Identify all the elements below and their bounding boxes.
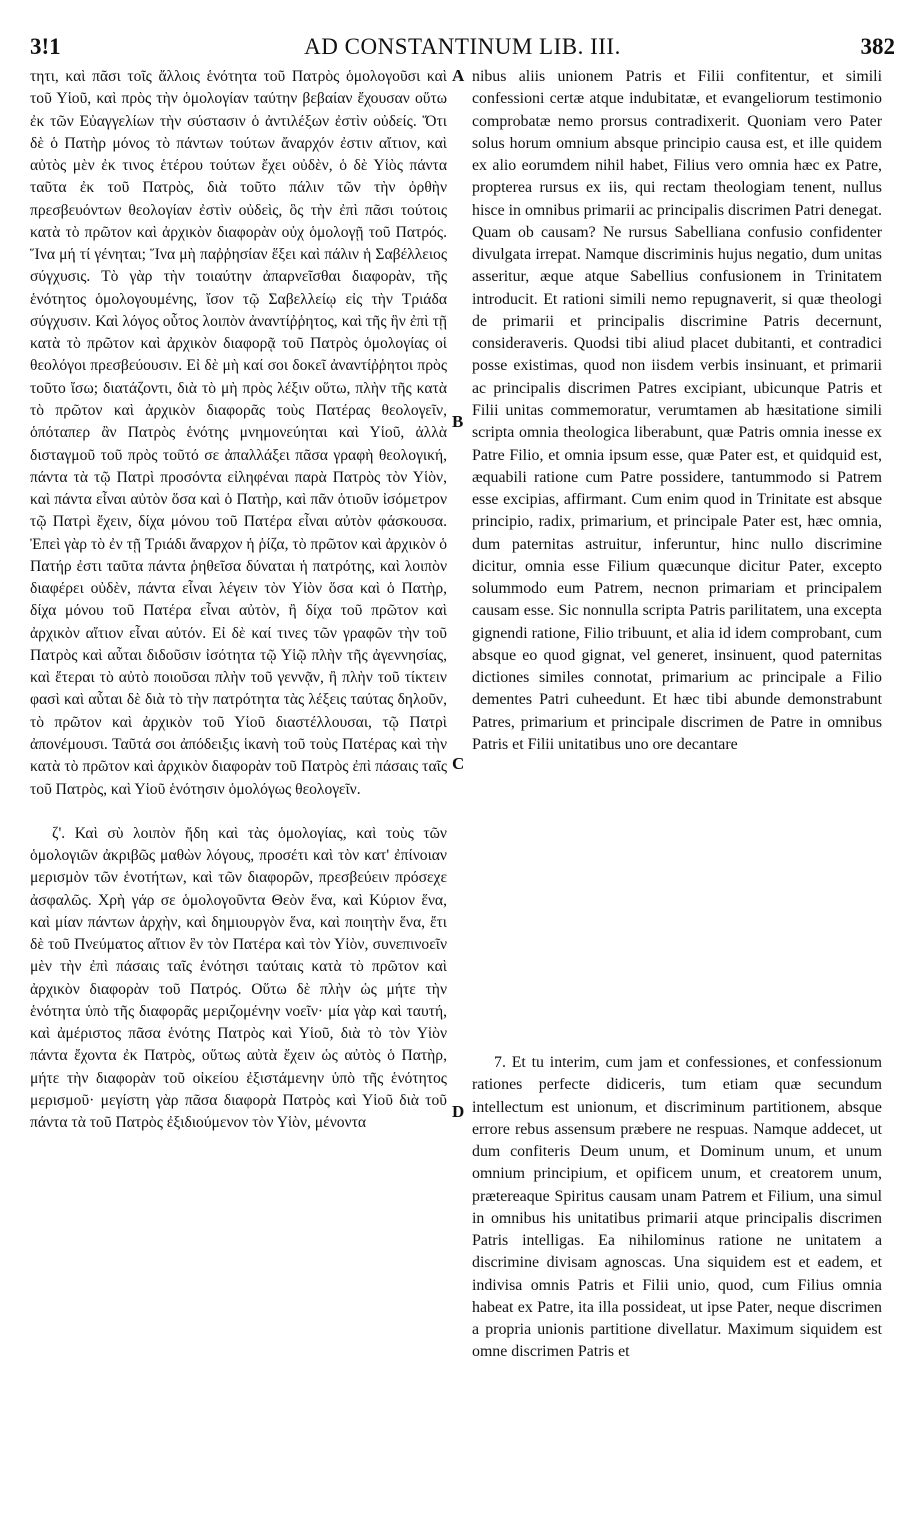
latin-paragraph-2: 7. Et tu interim, cum jam et confessiones, et confessionum rationes perfecte didiceris, tum etiam quæ secundum intellectum est unionum, et discriminum partitionem, absque errore rebus assensum præbere ne respuas. Namque addecet, ut dum confiteris Deum unum, et Dominum unum, et unum omnium principium, et opificem unum, et creatorem unum, prætereaque Spiritus causam unam Patrem et Filium, una simul in omnibus his unitatibus primarii atque principalis discrimen Patris intelligas. Ea nihilominus ratione ne unitatem a discrimine divisam agnoscas. Una siquidem est et eadem, et indivisa omnis Patris et Filii unio, quod, cum Filius omnia habeat ex Patre, ita illa possideat, ut ipse Pater, neque discrimen a propria unionis partitione divellatur. Maximum siquidem est omne discrimen Patris et [472,1054,882,1361]
page-header [30,30,895,64]
greek-column [30,66,447,1134]
margin-letter-c: C [452,754,465,773]
latin-paragraph-1: nibus aliis unionem Patris et Filii confitentur, et simili confessioni certæ atque indubitatæ, et evangeliorum testimonio comprobatæ nemo prorsus contradixerit. Quoniam vero Pater solus horum omnium absque principio causa est, et ille quidem ex alio eorumdem nihil habet, Filius vero omnia hæc ex Patre, propterea rursus ex iis, qui rectam theologiam tenent, nullus hisce in omnibus primarii ac principalis discrimen Patri denegat. Quam ob causam? Ne rursus Sabelliana confusio confidenter divulgata irrepat. Namque discriminis hujus negatio, dum unitas asseritur, æque atque Sabellius confusionem in Trinitatem introducit. Et rationi simili nemo repugnaverit, si quæ theologi de primarii et principalis discrimine Patris decernunt, consideraveris. Quodsi tibi aliud placet dubitanti, et contradici posse existimas, quod non iisdem verbis insinuant, et primarii ac principalis discrimen Patres excipiant, ubicunque Patris et Filii unitas commemoratur, verumtamen ab hæsitatione simili scripta omnia theologica liberabunt, quæ Patris omnia inesse ex Patre Filio, et omnia ipsum esse, quæ Pater est, et quidquid est, æquabili ratione cum Patre possidere, tantummodo si Patrem esse excipias, affirmant. Cum enim quod in Trinitate est absque principio, radix, primarium, et principale Pater est, hæc omnia, dum paternitas astruitur, inferuntur, hinc nullo discrimine dicitur, omnia esse Filium quæcunque dicitur Pater, excepto solummodo eum Patrem, necnon primariam et principalem causam esse. Sic nonnulla scripta Patris parilitatem, una excepta gignendi ratione, Filio tribuunt, et alia id idem comprobant, cum absque eo quod gignat, vel generet, insinuent, quod paternitas dictiones similes connotat, primarium ac principale a Filio dementes Patri cuheedunt. Et hæc tibi abunde demonstrabunt Patres, primarium et principale discrimen de Patre in omnibus Patris et Filii unitatibus uno ore decantare [472,68,882,753]
margin-letter-a: A [452,66,465,85]
greek-paragraph-1: τητι, καὶ πᾶσι τοῖς ἄλλοις ἑνότητα τοῦ Πατρὸς ὁμολογοῦσι καὶ τοῦ Υἱοῦ, καὶ πρὸς τὴν ὁμολογίαν ταύτην βεβαίαν ἔχουσαν οὕτω ἐκ τῶν Εὐαγγελίων τὴν σύστασιν ὁ ἀντιλέξων ἐστὶν οὐδείς. Ὅτι δὲ ὁ Πατὴρ μόνος τὸ πάντων τούτων ἄναρχόν ἐστιν αἴτιον, καὶ αὐτὸς μὲν ἐκ τινος ἑτέρου τούτων ἔχει οὐδὲν, ὁ δὲ Υἱὸς πάντα ταῦτα ἐκ τοῦ Πατρὸς, διὰ τοῦτο πάλιν τῶν τὴν ὀρθὴν πρεσβευόντων θεολογίαν ἐστὶν οὐδεὶς, ὃς τὴν ἐπὶ πᾶσι τούτοις κατὰ τὸ πρῶτον καὶ ἀρχικὸν διαφορὰν οὐχ ὁμολογῇ τοῦ Πατρός. Ἵνα μή τί γένηται; Ἵνα μὴ παῤῥησίαν ἕξει καὶ πάλιν ἡ Σαβέλλειος σύγχυσις. Τὸ γὰρ τὴν τοιαύτην ἀπαρνεῖσθαι διαφορὰν, τῆς ἑνότητος ὁμολογουμένης, ἴσον τῷ Σαβελλείῳ εἰς τὴν Τριάδα σύγχυσιν. Καὶ λόγος οὗτος λοιπὸν ἀναντίῤῥητος, καὶ τῆς ἣν ἐπὶ τῇ κατὰ τὸ πρῶτον καὶ ἀρχικὸν διαφορᾷ τοῦ Πατρὸς ὁμολογίας οἱ θεολόγοι πρεσβεύουσιν. Εἰ δὲ μὴ καί σοι δοκεῖ ἀναντίῤῥητοι πρὸς τοῦτο ἴσω; διατάζοντι, διὰ τὸ μὴ πρὸς λέξιν οὕτω, πλὴν τῆς κατὰ τὸ πρῶτον καὶ ἀρχικὸν διαφορᾶς τοὺς Πατέρας θεολογεῖν, ὁπόταπερ ἂν Πατρὸς ἑνότης μνημονεύηται καὶ Υἱοῦ, ἀλλὰ δισταγμοῦ τοῦ πρὸς τοῦτό σε ἀπαλλάξει πᾶσα γραφὴ θεολογική, πάντα τὰ τῷ Πατρὶ προσόντα εἰληφέναι παρὰ Πατρὸς τὸν Υἱὸν, καὶ πάντα εἶναι αὐτὸν ὅσα καὶ ὁ Πατὴρ, καὶ πᾶν ὁτιοῦν ἰσόμετρον τῷ Πατρὶ ἔχειν, δίχα μόνου τοῦ Πατέρα εἶναι αὐτὸν φάσκουσα. Ἐπεὶ γὰρ τὸ ἐν τῇ Τριάδι ἄναρχον ἡ ῥίζα, τὸ πρῶτον καὶ ἀρχικὸν ὁ Πατήρ ἐστι ταῦτα πάντα ῥηθεῖσα δύναται ἡ πατρότης, καὶ λοιπὸν διαφέρει οὐδὲν, πάντα εἶναι λέγειν τὸν Υἱὸν ὅσα καὶ ὁ Πατὴρ, δίχα μόνου τοῦ Πατέρα εἶναι αὐτὸν, ἢ δίχα τοῦ πρῶτον καὶ ἀρχικὸν αἴτιον εἶναι αὐτόν. Εἰ δὲ καί τινες τῶν γραφῶν τὴν τοῦ Πατρὸς καὶ αὗται διδοῦσιν ἰσότητα τῷ Υἱῷ πλὴν τῆς ἀγεννησίας, καὶ ἕτεραι τὸ αὐτὸ ποιοῦσαι πλὴν τοῦ γεννᾷν, ἢ πλὴν τοῦ τίκτειν φασὶ καὶ αὗται δὲ διὰ τὸ τὴν πατρότητα τὰς λέξεις ταύτας δηλοῦν, τὸ πρῶτον καὶ ἀρχικὸν τοῦ Υἱοῦ διαστέλλουσαι, τῷ Πατρὶ ἀπονέμουσι. Ταῦτά σοι ἀπόδειξις ἱκανὴ τοῦ τοὺς Πατέρας καὶ τὴν κατὰ τὸ πρῶτον καὶ ἀρχικὸν διαφορὰν τοῦ Πατρὸς ἐπὶ πάσαις ταῖς τοῦ Πατρὸς, καὶ Υἱοῦ ἑνότησιν ὁμολόγως θεολογεῖν. [30,68,447,798]
page-number-right: 382 [860,34,895,59]
page-number-left: 3!1 [30,34,61,59]
latin-column [472,66,882,756]
greek-paragraph-2: ζ'. Καὶ σὺ λοιπὸν ἤδη καὶ τὰς ὁμολογίας, καὶ τοὺς τῶν ὁμολογιῶν ἀκριβῶς μαθὼν λόγους, προσέτι καὶ τὸν κατ' ἐπίνοιαν μερισμὸν τῶν ἑνοτήτων, καὶ τῶν διαφορῶν, πρεσβεύειν πρόσεχε ἀσφαλῶς. Χρὴ γάρ σε ὁμολογοῦντα Θεὸν ἕνα, καὶ Κύριον ἕνα, καὶ μίαν πάντων ἀρχὴν, καὶ δημιουργὸν ἕνα, καὶ ποιητὴν ἕνα, ἔτι δὲ τοῦ Πνεύματος αἴτιον ἓν τὸν Πατέρα καὶ τὸν Υἱὸν, συνεπινοεῖν μὲν τὴν ἐπὶ πάσαις ταῖς ἑνότησι ταύταις κατὰ τὸ πρῶτον καὶ ἀρχικὸν διαφορὰν τοῦ Πατρός. Οὕτω δὲ πλὴν ὡς μήτε τὴν ἑνότητα ὑπὸ τῆς διαφορᾶς μεριζομένην νοεῖν· μία γὰρ καὶ ταυτή, καὶ ἀμέριστος πᾶσα ἑνότης Πατρὸς καὶ Υἱοῦ, διὰ τὸ τὸν Υἱὸν πάντα ἔχοντα ἐκ Πατρὸς, οὕτως αὐτὰ ἔχειν ὡς αὐτὸς ὁ Πατὴρ, μήτε τὴν διαφορὰν τοῦ οἰκείου ἐξιστάμενην ὑπὸ τῆς ἑνότητος μερισμοῦ· μεγίστη γὰρ πᾶσα διαφορὰ Πατρὸς καὶ Υἱοῦ διὰ τοῦ πάντα τὰ τοῦ Πατρὸς ἐξιδιούμενον τὸν Υἱὸν, μένοντα [30,824,447,1132]
margin-letter-b: B [452,412,464,431]
margin-letter-d: D [452,1102,465,1121]
running-title: AD CONSTANTINUM LIB. III. [304,34,621,59]
latin-column-lower [472,1052,882,1364]
